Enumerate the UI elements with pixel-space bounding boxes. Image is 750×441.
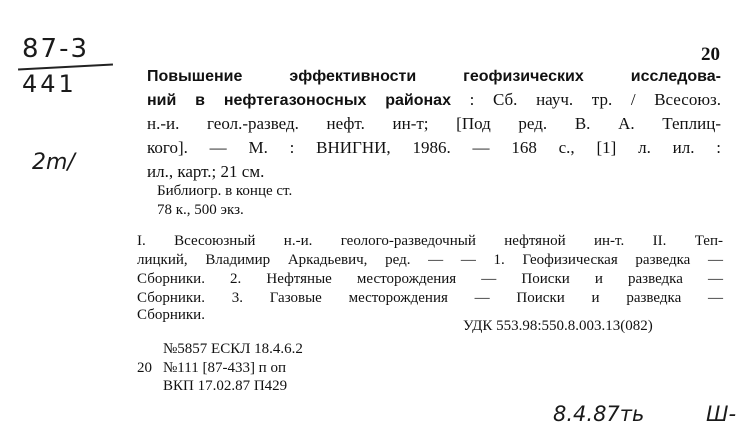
tracing-line-2: лицкий, Владимир Аркадьевич, ред. — — 1. Геофизическая разведка — — [137, 252, 723, 268]
registration-line-1: №5857 ЕСКЛ 18.4.6.2 — [163, 341, 303, 357]
title-part-1: Повышение эффективности геофизических исследова- — [147, 68, 721, 85]
handwritten-number: 441 — [22, 70, 77, 98]
description-line-5: ил., карт.; 21 см. — [147, 162, 265, 181]
handwritten-date: 8.4.87ть — [553, 402, 645, 426]
title-line-1 — [147, 66, 721, 86]
title-line-2 — [147, 90, 721, 110]
description-line-3: н.-и. геол.-развед. нефт. ин-т; [Под ред. В. А. Теплиц- — [147, 114, 721, 133]
handwritten-initials: Ш- — [706, 402, 737, 426]
price-note: 78 к., 500 экз. — [157, 202, 244, 218]
title-part-2: ний в нефтегазоносных районах — [147, 92, 451, 109]
subtitle-text: : Сб. науч. тр. / Всесоюз. — [450, 90, 721, 109]
card-number: 20 — [701, 44, 720, 65]
udk-code: УДК 553.98:550.8.003.13(082) — [463, 318, 653, 334]
registration-line-2: №111 [87-433] п оп — [163, 360, 286, 376]
tracing-line-1: I. Всесоюзный н.-и. геолого-разведочный нефтяной ин-т. II. Теп- — [137, 233, 723, 249]
tracing-line-4: Сборники. 3. Газовые месторождения — Поиски и разведка — — [137, 290, 723, 306]
registration-line-3: ВКП 17.02.87 П429 — [163, 378, 288, 394]
registration-prefix: 20 — [137, 360, 152, 376]
bibliography-note: Библиогр. в конце ст. — [157, 183, 293, 199]
tracing-line-5: Сборники. — [137, 307, 205, 323]
tracing-line-3: Сборники. 2. Нефтяные месторождения — Поиски и разведка — — [137, 271, 723, 287]
handwritten-margin-note: 2m/ — [32, 150, 75, 175]
description-line-4: кого]. — М. : ВНИГНИ, 1986. — 168 с., [1] л. ил. : — [147, 138, 721, 157]
handwritten-shelf-mark: 87-3 — [22, 34, 90, 64]
